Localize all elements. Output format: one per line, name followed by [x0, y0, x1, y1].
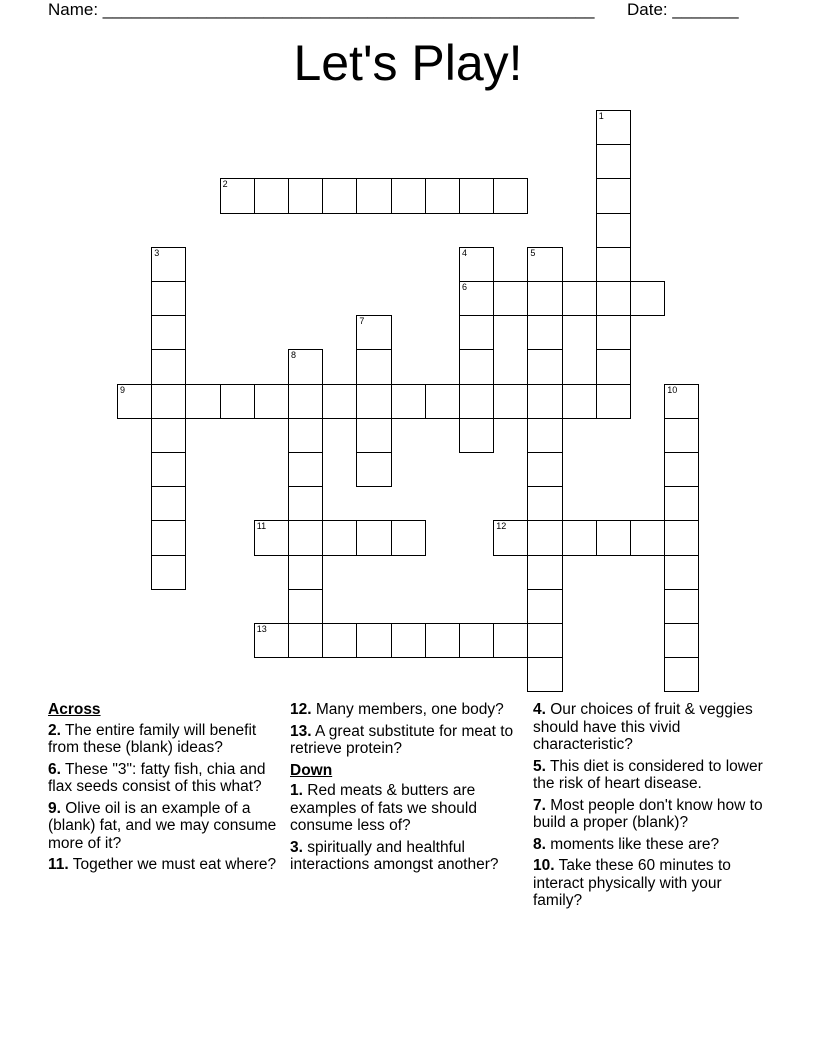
- grid-cell[interactable]: [596, 144, 631, 179]
- grid-cell[interactable]: [527, 589, 562, 624]
- down-heading: Down: [290, 761, 333, 779]
- grid-cell[interactable]: [562, 520, 597, 555]
- clue-number: 7: [359, 316, 365, 327]
- clue-number: 4: [462, 247, 468, 258]
- grid-cell[interactable]: [459, 178, 494, 213]
- grid-cell[interactable]: [117, 384, 152, 419]
- grid-cell[interactable]: [493, 281, 528, 316]
- grid-cell[interactable]: [391, 623, 426, 658]
- grid-cell[interactable]: [664, 555, 699, 590]
- grid-cell[interactable]: [459, 247, 494, 282]
- grid-cell[interactable]: [596, 520, 631, 555]
- grid-cell[interactable]: [493, 178, 528, 213]
- grid-cell[interactable]: [527, 657, 562, 692]
- grid-cell[interactable]: [664, 418, 699, 453]
- grid-cell[interactable]: [322, 384, 357, 419]
- clue-number: 3: [154, 247, 160, 258]
- grid-cell[interactable]: [288, 520, 323, 555]
- grid-cell[interactable]: [596, 110, 631, 145]
- grid-cell[interactable]: [288, 589, 323, 624]
- grid-cell[interactable]: [493, 623, 528, 658]
- grid-cell[interactable]: [493, 384, 528, 419]
- clue-down-5: 5. This diet is considered to lower the risk of heart disease.: [533, 757, 763, 792]
- clues-column-3: [533, 701, 773, 914]
- grid-cell[interactable]: [288, 623, 323, 658]
- grid-cell[interactable]: [288, 178, 323, 213]
- grid-cell[interactable]: [151, 281, 186, 316]
- grid-cell[interactable]: [596, 349, 631, 384]
- grid-cell[interactable]: [185, 384, 220, 419]
- grid-cell[interactable]: [527, 315, 562, 350]
- clue-down-8: 8. moments like these are?: [533, 835, 720, 853]
- grid-cell[interactable]: [562, 384, 597, 419]
- clue-across-12: 12. Many members, one body?: [290, 701, 504, 718]
- grid-cell[interactable]: [151, 555, 186, 590]
- grid-cell[interactable]: [562, 281, 597, 316]
- clue-number: 1: [598, 111, 604, 121]
- clue-number: 12: [496, 521, 507, 532]
- clue-across-13: 13. A great substitute for meat to retrieve protein?: [290, 722, 514, 757]
- grid-cell[interactable]: [288, 349, 323, 384]
- grid-cell[interactable]: [527, 555, 562, 590]
- grid-cell[interactable]: [151, 315, 186, 350]
- grid-cell[interactable]: [151, 486, 186, 521]
- grid-cell[interactable]: [356, 315, 391, 350]
- grid-cell[interactable]: [493, 520, 528, 555]
- grid-cell[interactable]: [151, 452, 186, 487]
- grid-cell[interactable]: [288, 418, 323, 453]
- grid-cell[interactable]: [425, 623, 460, 658]
- grid-cell[interactable]: [151, 520, 186, 555]
- grid-cell[interactable]: [527, 349, 562, 384]
- grid-cell[interactable]: [391, 178, 426, 213]
- grid-cell[interactable]: [356, 520, 391, 555]
- clue-number: 5: [530, 247, 536, 258]
- grid-cell[interactable]: [356, 349, 391, 384]
- grid-cell[interactable]: [664, 384, 699, 419]
- grid-cell[interactable]: [425, 384, 460, 419]
- grid-cell[interactable]: [459, 384, 494, 419]
- clues-column-2: [290, 701, 515, 878]
- grid-cell[interactable]: [254, 384, 289, 419]
- grid-cell[interactable]: [459, 315, 494, 350]
- grid-cell[interactable]: [664, 520, 699, 555]
- clue-down-3: 3. spiritually and healthful interactions amongst another?: [290, 838, 499, 873]
- clue-number: 8: [291, 350, 297, 361]
- grid-cell[interactable]: [356, 418, 391, 453]
- grid-cell[interactable]: [596, 178, 631, 213]
- across-heading: Across: [48, 701, 101, 718]
- clue-number: 9: [120, 384, 126, 395]
- grid-cell[interactable]: [151, 418, 186, 453]
- clue-number: 10: [667, 384, 678, 395]
- clue-down-1: 1. Red meats & butters are examples of fats we should consume less of?: [290, 782, 477, 834]
- grid-cell[interactable]: [596, 384, 631, 419]
- grid-cell[interactable]: [254, 623, 289, 658]
- grid-cell[interactable]: [664, 452, 699, 487]
- grid-cell[interactable]: [288, 452, 323, 487]
- clue-number: 11: [256, 521, 267, 532]
- grid-cell[interactable]: [254, 520, 289, 555]
- clue-across-2: 2. The entire family will benefit from these (blank) ideas?: [48, 721, 257, 756]
- grid-cell[interactable]: [356, 452, 391, 487]
- clue-down-7: 7. Most people don't know how to build a proper (blank)?: [533, 796, 763, 831]
- grid-cell[interactable]: [527, 623, 562, 658]
- grid-cell[interactable]: [527, 486, 562, 521]
- grid-cell[interactable]: [151, 349, 186, 384]
- page-title: Let's Play!: [293, 35, 523, 91]
- grid-cell[interactable]: [527, 452, 562, 487]
- grid-cell[interactable]: [664, 486, 699, 521]
- grid-cell[interactable]: [596, 315, 631, 350]
- grid-cell[interactable]: [596, 281, 631, 316]
- grid-cell[interactable]: [459, 349, 494, 384]
- date-field[interactable]: Date: _______: [627, 0, 739, 19]
- clue-down-10: 10. Take these 60 minutes to interact physically with your family?: [533, 857, 731, 909]
- clue-across-11: 11. Together we must eat where?: [48, 856, 277, 873]
- grid-cell[interactable]: [527, 418, 562, 453]
- grid-cell[interactable]: [459, 418, 494, 453]
- grid-cell[interactable]: [664, 623, 699, 658]
- grid-cell[interactable]: [288, 384, 323, 419]
- grid-cell[interactable]: [425, 178, 460, 213]
- name-field[interactable]: Name: ____________________________________________________: [48, 0, 595, 19]
- grid-cell[interactable]: [151, 247, 186, 282]
- grid-cell[interactable]: [459, 281, 494, 316]
- clue-number: 13: [256, 624, 267, 634]
- clues-column-1: [48, 701, 280, 878]
- clue-across-9: 9. Olive oil is an example of a (blank) fat, and we may consume more of it?: [48, 799, 277, 852]
- clue-down-4: 4. Our choices of fruit & veggies should have this vivid characteristic?: [533, 701, 753, 753]
- grid-cell[interactable]: [596, 213, 631, 248]
- grid-cell[interactable]: [527, 520, 562, 555]
- grid-cell[interactable]: [596, 247, 631, 282]
- grid-cell[interactable]: [356, 384, 391, 419]
- grid-cell[interactable]: [391, 384, 426, 419]
- grid-cell[interactable]: [356, 178, 391, 213]
- grid-cell[interactable]: [220, 384, 255, 419]
- grid-cell[interactable]: [527, 247, 562, 282]
- grid-cell[interactable]: [288, 555, 323, 590]
- grid-cell[interactable]: [220, 178, 255, 213]
- grid-cell[interactable]: [527, 281, 562, 316]
- grid-cell[interactable]: [254, 178, 289, 213]
- grid-cell[interactable]: [630, 520, 665, 555]
- clue-number: 2: [222, 179, 228, 190]
- grid-cell[interactable]: [288, 486, 323, 521]
- grid-cell[interactable]: [322, 520, 357, 555]
- clue-across-6: 6. These "3": fatty fish, chia and flax seeds consist of this what?: [48, 760, 266, 795]
- grid-cell[interactable]: [322, 178, 357, 213]
- clue-number: 6: [462, 282, 468, 292]
- grid-cell[interactable]: [391, 520, 426, 555]
- grid-cell[interactable]: [664, 657, 699, 692]
- grid-cell[interactable]: [356, 623, 391, 658]
- grid-cell[interactable]: [664, 589, 699, 624]
- grid-cell[interactable]: [630, 281, 665, 316]
- grid-cell[interactable]: [322, 623, 357, 658]
- grid-cell[interactable]: [151, 384, 186, 419]
- grid-cell[interactable]: [459, 623, 494, 658]
- grid-cell[interactable]: [527, 384, 562, 419]
